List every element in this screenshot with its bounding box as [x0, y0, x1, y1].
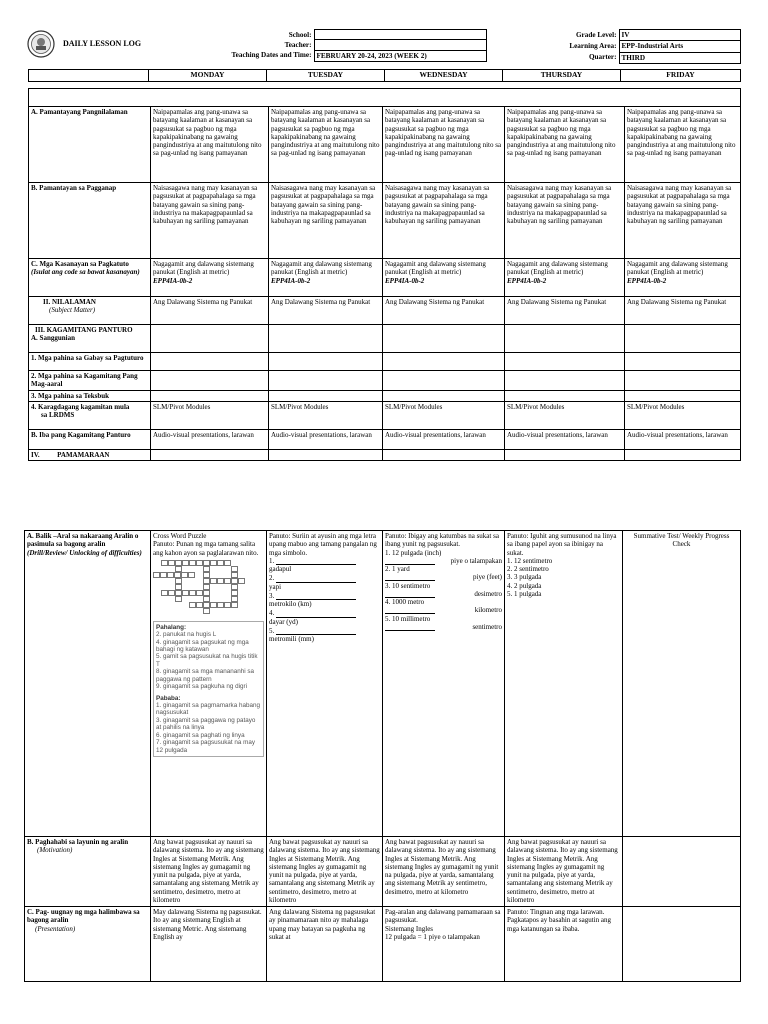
- cell-empty: [383, 449, 505, 460]
- answer-blank[interactable]: [276, 627, 356, 635]
- conversion-list: [385, 549, 502, 632]
- cell-empty: [625, 325, 741, 353]
- teacher-label: Teacher:: [284, 40, 312, 49]
- answer-blank[interactable]: [385, 606, 435, 614]
- conversion-question: 3. 10 sentimetro: [385, 581, 431, 590]
- cell-empty: [383, 371, 505, 391]
- row-label-balik-aral: [25, 531, 151, 837]
- school-value[interactable]: [314, 30, 486, 40]
- row-label-iba-pang-kagamitang: B. Iba pang Kagamitang Panturo: [29, 429, 151, 449]
- cell-iba-mon: Audio-visual presentations, larawan: [151, 429, 269, 449]
- karagdagang-label: 4. Karagdagang kagamitan mula: [31, 402, 130, 411]
- cell-empty: [269, 371, 383, 391]
- conversion-answer: [385, 590, 502, 598]
- cell-pagganap-mon: Naisasagawa nang may kasanayan sa pagsusukat at pagpapahalaga sa mga batayang gawain sa sining pang-industriya na makapagpapaunlad sa kabuhayan ng sariling pamayanan: [151, 183, 269, 259]
- cell-empty: [383, 325, 505, 353]
- pahalang-title: Pahalang:: [156, 623, 187, 631]
- row-label-paghahabi: [25, 837, 151, 907]
- teacher-value[interactable]: [314, 40, 486, 50]
- pababa-clue: 3. ginagamit sa paggawa ng patayo at pahilis na linya: [156, 716, 256, 732]
- kasanayan-label: C. Mga Kasanayan sa Pagkatuto: [31, 260, 129, 268]
- row-label-karagdagang: [29, 401, 151, 429]
- cell-kasanayan-tue: [269, 259, 383, 297]
- scramble-item: [269, 627, 380, 644]
- cell-pagganap-thu: Naisasagawa nang may kasanayan sa pagsusukat at pagpapahalaga sa mga batayang gawain sa sining pang-industriya na makapagpapaunlad sa kabuhayan ng sariling pamayanan: [505, 183, 625, 259]
- conversion-item: [385, 598, 502, 615]
- drawing-item: 1. 12 sentimetro: [507, 556, 553, 565]
- conversion-answer: [385, 623, 502, 631]
- scramble-list: [269, 557, 380, 644]
- row-label-pamantayan-pagganap: B. Pamantayan sa Pagganap: [29, 183, 151, 259]
- conversion-unit: desimetro: [474, 589, 502, 598]
- conversion-item: [385, 615, 502, 632]
- drawing-item: 2. 2 sentimetro: [507, 565, 549, 573]
- sistemang-ingles-label: Sistemang Ingles: [385, 924, 434, 933]
- scramble-instructions: Panuto: Suriin at ayusin ang mga letra upang mabuo ang tamang pangalan ng mga simbolo.: [269, 532, 377, 557]
- cell-empty: [269, 449, 383, 460]
- pababa-clue: 6. ginagamit sa paghati ng linya: [156, 731, 245, 739]
- conversion-unit: piye (feet): [473, 573, 502, 582]
- crossword-clues: [153, 621, 264, 757]
- conversion-question: 1. 12 pulgada (inch): [385, 548, 442, 557]
- kasanayan-text: Nagagamit ang dalawang sistemang panukat (English at metric): [153, 260, 254, 277]
- cell-pangnilalaman-mon: Naipapamalas ang pang-unawa sa batayang kaalaman at kasanayan sa pagsusukat sa pagbuo ng mga kapakipakinabang na gawaing pangindustriya at ang maitutulong nito sa pag-unlad ng isang pamayanan: [151, 107, 269, 183]
- nilalaman-label: II. NILALAMAN: [43, 298, 96, 306]
- cell-paghahabi-tue: Ang bawat pagsusukat ay nauuri sa dalawang sistema. Ito ay ang sistemang Ingles at Sistemang Metrik. Ang sistemang Ingles ay gumagamit ng yunit na pulgada, piye at yarda, samantalang ang sistemang Metrik ay sentimetro, desimetro, metro at kilometro: [267, 837, 383, 907]
- kasanayan-sub: (Isulat ang code sa bawat kasanayan): [31, 268, 140, 277]
- lrdms-label: sa LRDMS: [41, 411, 75, 419]
- cell-paghahabi-wed: Ang bawat pagsusukat ay nauuri sa dalawang sistema. Ito ay ang sistemang Ingles at Sistemang Metrik. Ang sistemang Ingles ay gumagamit ng yunit na pulgada, piye at yarda, samantalang ang sistemang Metrik ay sentimetro, desimetro, metro at kilometro: [383, 837, 505, 907]
- scramble-number: 1.: [269, 556, 275, 565]
- pababa-title: Pababa:: [156, 694, 181, 702]
- cell-empty: [625, 353, 741, 371]
- scramble-word: yapi: [269, 582, 282, 591]
- cell-empty: [151, 371, 269, 391]
- pahalang-clue: 4. ginagamit sa pagsukat ng mga bahagi ng katawan: [156, 638, 249, 654]
- cell-balik-aral-fri: Summative Test/ Weekly Progress Check: [623, 531, 741, 837]
- answer-blank[interactable]: [385, 557, 435, 565]
- pag-uugnay-wed-text: Pag-aralan ang dalawang pamamaraan sa pagsusukat.: [385, 908, 501, 925]
- cell-empty: [269, 390, 383, 401]
- day-thursday: THURSDAY: [503, 70, 621, 82]
- kasanayan-code: EPP4IA-0b-2: [627, 276, 667, 285]
- day-wednesday: WEDNESDAY: [385, 70, 503, 82]
- cell-paghahabi-thu: Ang bawat pagsusukat ay nauuri sa dalawang sistema. Ito ay ang sistemang Ingles at Sistemang Metrik. Ang sistemang Ingles ay gumagamit ng yunit na pulgada, piye at yarda, samantalang ang sistemang Metrik ay sentimetro, desimetro, metro at kilometro: [505, 837, 623, 907]
- cell-empty: [623, 907, 741, 982]
- pahalang-clue: 8. ginagamit sa mga manananhi sa paggawa ng pattern: [156, 668, 255, 683]
- conversion-question: 4. 1000 metro: [385, 598, 425, 606]
- cell-karagdagang-thu: SLM/Pivot Modules: [505, 401, 625, 429]
- cell-iba-tue: Audio-visual presentations, larawan: [269, 429, 383, 449]
- row-label-pamantayang-pangnilalaman: A. Pamantayang Pangnilalaman: [29, 107, 151, 183]
- cell-empty: [625, 449, 741, 460]
- cell-empty: [269, 325, 383, 353]
- scramble-number: 2.: [269, 574, 275, 583]
- scramble-word: metrokilo (km): [269, 600, 312, 608]
- pamamaraan-heading: IV. PAMAMARAAN: [29, 449, 151, 460]
- kasanayan-code: EPP4IA-0b-2: [385, 276, 425, 285]
- cell-balik-aral-wed: [383, 531, 505, 837]
- sanggunian-label: A. Sanggunian: [31, 334, 75, 343]
- crossword-grid: [153, 560, 253, 618]
- cell-kasanayan-fri: [625, 259, 741, 297]
- row-label-teksbuk: 3. Mga pahina sa Teksbuk: [29, 390, 151, 401]
- cell-kasanayan-wed: [383, 259, 505, 297]
- cell-karagdagang-wed: SLM/Pivot Modules: [383, 401, 505, 429]
- conversion-item: [385, 549, 502, 566]
- header-table-left: [142, 29, 487, 62]
- row-label-nilalaman: [29, 297, 151, 325]
- cell-pangnilalaman-thu: Naipapamalas ang pang-unawa sa batayang kaalaman at kasanayan sa pagsusukat sa pagbuo ng mga kapakipakinabang na gawaing pangindustriya at ang maitutulong nito sa pag-unlad ng isang pamayanan: [505, 107, 625, 183]
- cell-empty: [505, 353, 625, 371]
- kasanayan-text: Nagagamit ang dalawang sistemang panukat (English at metric): [271, 260, 372, 277]
- dates-value: FEBRUARY 20-24, 2023 (WEEK 2): [314, 50, 486, 61]
- area-value: EPP-Industrial Arts: [619, 41, 740, 52]
- conversion-item: [385, 565, 502, 582]
- kasanayan-text: Nagagamit ang dalawang sistemang panukat (English at metric): [385, 260, 486, 277]
- conversion-answer: [385, 573, 502, 581]
- cell-balik-aral-mon: [151, 531, 267, 837]
- cell-empty: [383, 390, 505, 401]
- cell-empty: [505, 325, 625, 353]
- pahalang-clue: 2. panukat na hugis L: [156, 631, 217, 639]
- cell-iba-fri: Audio-visual presentations, larawan: [625, 429, 741, 449]
- blank-header-cell: [29, 70, 149, 82]
- day-monday: MONDAY: [149, 70, 267, 82]
- dates-label: Teaching Dates and Time:: [231, 51, 312, 60]
- conversion-question: 5. 10 millimetro: [385, 614, 431, 623]
- cell-empty: [625, 390, 741, 401]
- kasanayan-text: Nagagamit ang dalawang sistemang panukat (English at metric): [507, 260, 608, 277]
- pahalang-list: [156, 631, 261, 690]
- balik-aral-label: A. Balik –Aral sa nakaraang Aralin o pasimula sa bagong aralin: [27, 532, 139, 549]
- cell-kasanayan-thu: [505, 259, 625, 297]
- cell-nilalaman-fri: Ang Dalawang Sistema ng Panukat: [625, 297, 741, 325]
- school-label: School:: [142, 30, 314, 40]
- cell-iba-thu: Audio-visual presentations, larawan: [505, 429, 625, 449]
- cell-pag-uugnay-tue: Ang dalawang Sistema ng pagsusukat ay pinamamaraan nito ay mahalaga upang may batayan sa pagkuha ng sukat at: [267, 907, 383, 982]
- lesson-table-page1: [28, 88, 741, 461]
- conversion-answer: [385, 606, 502, 614]
- row-label-pag-uugnay: [25, 907, 151, 982]
- kasanayan-code: EPP4IA-0b-2: [507, 276, 547, 285]
- cell-pag-uugnay-thu: Panuto: Tingnan ang mga larawan. Pagkatapos ay basahin at sagutin ang mga katanungan sa ibaba.: [505, 907, 623, 982]
- cell-nilalaman-thu: Ang Dalawang Sistema ng Panukat: [505, 297, 625, 325]
- drawing-item: 5. 1 pulgada: [507, 589, 542, 598]
- cell-iba-wed: Audio-visual presentations, larawan: [383, 429, 505, 449]
- document-title: DAILY LESSON LOG: [63, 39, 142, 48]
- cell-pag-uugnay-mon: May dalawang Sistema ng pagsusukat. Ito ay ang sistemang English at sistemang Metric. Ang sistemang English ay: [151, 907, 267, 982]
- cell-empty: [151, 353, 269, 371]
- drawing-item: 3. 3 pulgada: [507, 573, 542, 582]
- cell-pangnilalaman-tue: Naipapamalas ang pang-unawa sa batayang kaalaman at kasanayan sa pagsusukat sa pagbuo ng mga kapakipakinabang na gawaing pangindustriya at ang maitutulong nito sa pag-unlad ng isang pamayanan: [269, 107, 383, 183]
- paghahabi-label: B. Paghahabi sa layunin ng aralin: [27, 838, 129, 846]
- header-table-right: [505, 29, 741, 64]
- day-tuesday: TUESDAY: [267, 70, 385, 82]
- cell-empty: [269, 353, 383, 371]
- scramble-item: [269, 557, 380, 574]
- motivation-label: (Motivation): [37, 846, 73, 855]
- row-label-gabay: 1. Mga pahina sa Gabay sa Pagtuturo: [29, 353, 151, 371]
- row-label-kagamitang-mag-aaral: 2. Mga pahina sa Kagamitang Pang Mag-aaral: [29, 371, 151, 391]
- area-label: Learning Area:: [569, 41, 617, 50]
- cell-nilalaman-wed: Ang Dalawang Sistema ng Panukat: [383, 297, 505, 325]
- answer-blank[interactable]: [276, 610, 356, 618]
- answer-blank[interactable]: [276, 557, 356, 565]
- balik-aral-sub: (Drill/Review/ Unlocking of difficulties): [27, 548, 142, 557]
- answer-blank[interactable]: [276, 592, 356, 600]
- quarter-value: THIRD: [619, 52, 740, 63]
- conversion-question: 2. 1 yard: [385, 565, 410, 573]
- cell-pangnilalaman-wed: Naipapamalas ang pang-unawa sa batayang kaalaman at kasanayan sa pagsusukat sa pagbuo ng mga kapakipakinabang na gawaing pangindustriya at ang maitutulong nito sa pag-unlad ng isang pamayanan: [383, 107, 505, 183]
- conversion-line: 12 pulgada = 1 piye o talampakan: [385, 932, 480, 941]
- deped-seal: [27, 30, 55, 58]
- drawing-list: [507, 557, 620, 598]
- pababa-clue: 1. ginagamit sa pagmamarka habang nagsusukat: [156, 701, 260, 717]
- grade-value: IV: [619, 30, 740, 41]
- scramble-word: dayar (yd): [269, 617, 298, 626]
- presentation-label: (Presentation): [35, 924, 76, 933]
- row-label-kasanayan: [29, 259, 151, 297]
- scramble-number: 4.: [269, 609, 275, 618]
- cell-empty: [505, 390, 625, 401]
- scramble-item: [269, 609, 380, 626]
- scramble-word: metromili (mm): [269, 635, 314, 643]
- scramble-number: 5.: [269, 626, 275, 635]
- cell-pangnilalaman-fri: Naipapamalas ang pang-unawa sa batayang kaalaman at kasanayan sa pagsusukat sa pagbuo ng mga kapakipakinabang na gawaing pangindustriya at ang maitutulong nito sa pag-unlad ng isang pamayanan: [625, 107, 741, 183]
- answer-blank[interactable]: [385, 623, 435, 631]
- conversion-unit: sentimetro: [472, 622, 502, 631]
- cell-empty: [151, 449, 269, 460]
- pababa-list: [156, 702, 261, 754]
- conversion-unit: kilometro: [474, 606, 502, 615]
- cell-balik-aral-thu: [505, 531, 623, 837]
- pababa-clue: 7. ginagamit sa pagsusukat na may 12 pulgada: [156, 739, 256, 754]
- scramble-item: [269, 592, 380, 609]
- cell-pagganap-tue: Naisasagawa nang may kasanayan sa pagsusukat at pagpapahalaga sa mga batayang gawain sa sining pang-industriya na makapagpapaunlad sa kabuhayan ng sariling pamayanan: [269, 183, 383, 259]
- cell-empty: [151, 390, 269, 401]
- cell-pagganap-fri: Naisasagawa nang may kasanayan sa pagsusukat at pagpapahalaga sa mga batayang gawain sa sining pang-industriya na makapagpapaunlad sa kabuhayan ng sariling pamayanan: [625, 183, 741, 259]
- pahalang-clue: 5. gamit sa pagsusukat na hugis titik T: [156, 653, 258, 668]
- conversion-instructions: Panuto: Ibigay ang katumbas na sukat sa ibang yunit ng pagsusukat.: [385, 532, 499, 549]
- cell-empty: [625, 371, 741, 391]
- conversion-unit: piye o talampakan: [450, 556, 502, 565]
- cell-empty: [505, 371, 625, 391]
- day-friday: FRIDAY: [621, 70, 741, 82]
- drawing-instructions: Panuto: Iguhit ang sumusunod na linya sa ibang papel ayon sa ibinigay na sukat.: [507, 532, 617, 557]
- cell-empty: [151, 325, 269, 353]
- answer-blank[interactable]: [385, 573, 435, 581]
- crossword-instructions: Panuto: Punan ng mga tamang salita ang kahon ayon sa paglalarawan nito.: [153, 540, 259, 557]
- cell-paghahabi-mon: Ang bawat pagsusukat ay nauuri sa dalawang sistema. Ito ay ang sistemang Ingles at Sistemang Metrik. Ang sistemang Ingles ay gumagamit ng yunit na pulgada, piye at yarda, samantalang ang sistemang Metrik ay sentimetro, desimetro, metro at kilometro: [151, 837, 267, 907]
- cell-karagdagang-fri: SLM/Pivot Modules: [625, 401, 741, 429]
- cell-karagdagang-mon: SLM/Pivot Modules: [151, 401, 269, 429]
- cell-nilalaman-mon: Ang Dalawang Sistema ng Panukat: [151, 297, 269, 325]
- day-header-row: [28, 69, 741, 82]
- cell-pag-uugnay-wed: [383, 907, 505, 982]
- cell-nilalaman-tue: Ang Dalawang Sistema ng Panukat: [269, 297, 383, 325]
- cell-kasanayan-mon: [151, 259, 269, 297]
- scramble-number: 3.: [269, 591, 275, 600]
- cell-empty: [505, 449, 625, 460]
- cell-balik-aral-tue: [267, 531, 383, 837]
- answer-blank[interactable]: [276, 575, 356, 583]
- kagamitang-label: III. KAGAMITANG PANTURO: [35, 326, 133, 334]
- quarter-label: Quarter:: [588, 53, 617, 62]
- scramble-item: [269, 574, 380, 591]
- cell-empty: [623, 837, 741, 907]
- pahalang-clue: 9. ginagamit sa pagkuha ng digri: [156, 683, 248, 691]
- lesson-table-page2: [24, 530, 741, 982]
- grade-label: Grade Level:: [505, 30, 619, 41]
- drawing-item: 4. 2 pulgada: [507, 581, 542, 590]
- pag-uugnay-label: C. Pag- uugnay ng mga halimbawa sa bagong aralin: [27, 908, 140, 925]
- kasanayan-text: Nagagamit ang dalawang sistemang panukat (English at metric): [627, 260, 728, 277]
- cell-empty: [383, 353, 505, 371]
- row-label-kagamitang: [29, 325, 151, 353]
- subject-matter-label: (Subject Matter): [49, 306, 96, 315]
- answer-blank[interactable]: [385, 590, 435, 598]
- kasanayan-code: EPP4IA-0b-2: [153, 276, 193, 285]
- conversion-answer: [385, 557, 502, 565]
- cell-pagganap-wed: Naisasagawa nang may kasanayan sa pagsusukat at pagpapahalaga sa mga batayang gawain sa sining pang-industriya na makapagpapaunlad sa kabuhayan ng sariling pamayanan: [383, 183, 505, 259]
- layunin-heading: [29, 89, 741, 107]
- kasanayan-code: EPP4IA-0b-2: [271, 276, 311, 285]
- conversion-item: [385, 582, 502, 599]
- cell-karagdagang-tue: SLM/Pivot Modules: [269, 401, 383, 429]
- scramble-word: gadapul: [269, 565, 292, 573]
- crossword-title: Cross Word Puzzle: [153, 532, 207, 540]
